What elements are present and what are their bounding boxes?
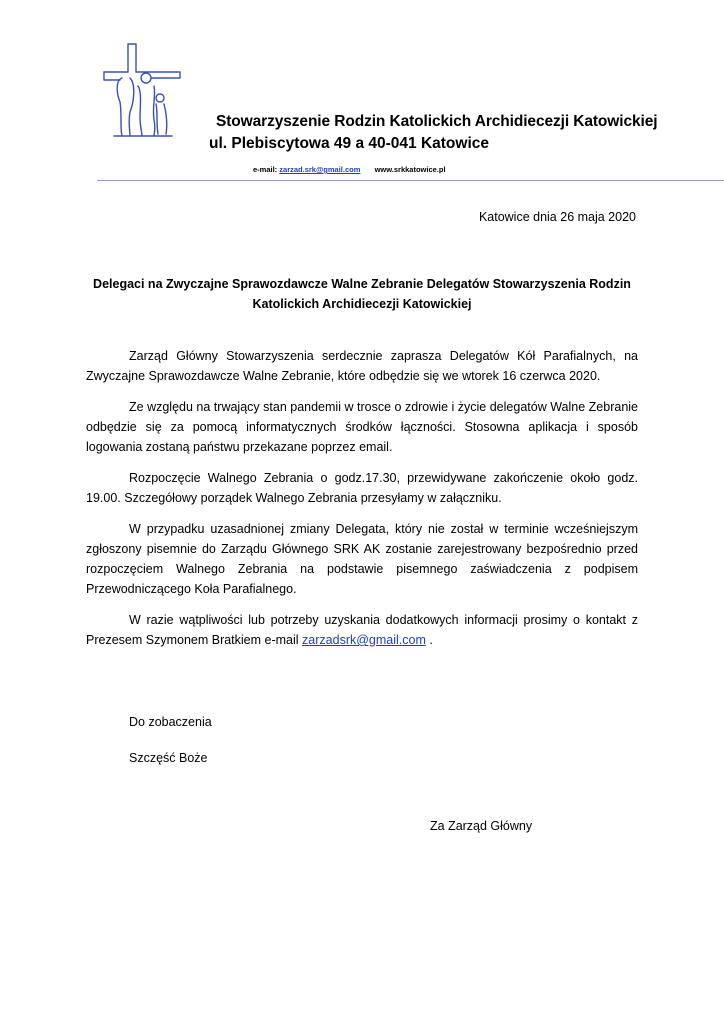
body-paragraph: W przypadku uzasadnionej zmiany Delegata, który nie został w terminie wcześniejszym zgłoszony pisemnie do Zarządu Głównego SRK AK zostanie zarejestrowany bezpośrednio przed rozpoczęciem Walnego Zebrania na podstawie pisemnego zaświadczenia z podpisem Przewodniczącego Koła Parafialnego. (86, 522, 638, 596)
website-text: www.srkkatowice.pl (374, 165, 446, 174)
contact-email-link[interactable]: zarzadsrk@gmail.com (302, 633, 426, 647)
organization-name: Stowarzyszenie Rodzin Katolickich Archidiecezji Katowickiej (216, 113, 658, 130)
place-and-date: Katowice dnia 26 maja 2020 (478, 210, 636, 224)
body-paragraph: Ze względu na trwający stan pandemii w trosce o zdrowie i życie delegatów Walne Zebranie odbędzie się za pomocą informatycznych środków łączności. Stosowna aplikacja i sposób logowania zostaną państwu przekazane poprzez email. (86, 400, 638, 454)
header-contacts (253, 165, 446, 174)
signature: Za Zarząd Główny (430, 819, 533, 833)
email-label: e-mail: (253, 165, 278, 174)
contact-paragraph (86, 610, 638, 650)
closing-greeting: Do zobaczenia (129, 715, 212, 729)
closing-blessing: Szczęść Boże (129, 751, 208, 765)
contact-paragraph-end: . (425, 633, 433, 647)
letter-body (86, 346, 638, 661)
organization-address: ul. Plebiscytowa 49 a 40-041 Katowice (209, 135, 489, 152)
header-divider (97, 180, 724, 181)
body-paragraph: Zarząd Główny Stowarzyszenia serdecznie zaprasza Delegatów Kół Parafialnych, na Zwyczajne Sprawozdawcze Walne Zebranie, które odbędzie się we wtorek 16 czerwca 2020. (86, 349, 638, 383)
letter-subject: Delegaci na Zwyczajne Sprawozdawcze Walne Zebranie Delegatów Stowarzyszenia Rodzin Katolickich Archidiecezji Katowickiej (93, 277, 631, 311)
header-email-link[interactable]: zarzad.srk@gmail.com (279, 165, 361, 174)
family-cross-logo-icon (100, 42, 184, 138)
contact-text: W razie wątpliwości lub potrzeby uzyskania dodatkowych informacji prosimy o kontakt z Prezesem Szymonem Bratkiem e-mail (86, 613, 638, 647)
body-paragraph: Rozpoczęcie Walnego Zebrania o godz.17.30, przewidywane zakończenie około godz. 19.00. Szczegółowy porządek Walnego Zebrania przesyłamy w załączniku. (86, 471, 638, 505)
